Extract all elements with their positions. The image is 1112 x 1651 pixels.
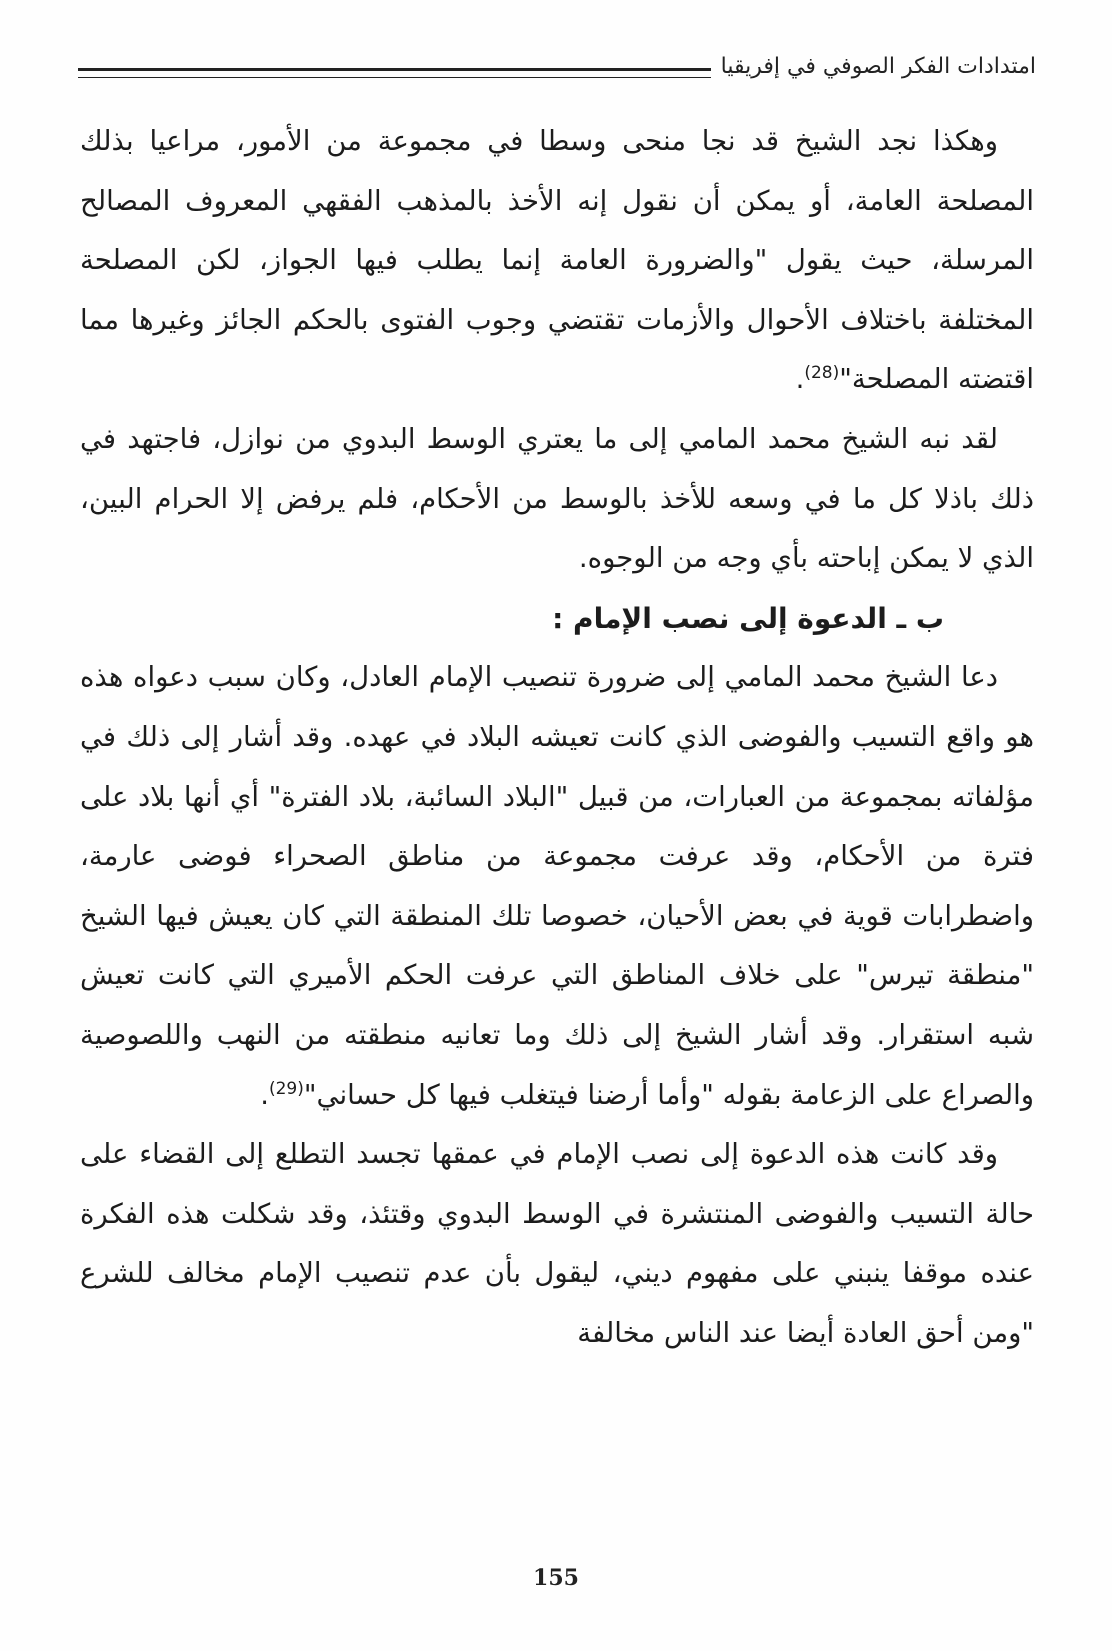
page-number: 155 <box>533 1565 579 1591</box>
paragraph-3-text: دعا الشيخ محمد المامي إلى ضرورة تنصيب الإمام العادل، وكان سبب دعواه هذه هو واقع التسيب والفوضى الذي كانت تعيشه البلاد في عهده. وقد أشار إلى ذلك في مؤلفاته بمجموعة من العبارات، من قبيل "البلاد السائبة، بلاد الفترة" أي أنها بلاد على فترة من الأحكام، وقد عرفت مجموعة من مناطق الصحراء فوضى عارمة، واضطرابات قوية في بعض الأحيان، خصوصا تلك المنطقة التي كان يعيش فيها الشيخ "منطقة تيرس" على خلاف المناطق التي عرفت الحكم الأميري التي كانت تعيش شبه استقرار. وقد أشار الشيخ إلى ذلك وما تعانيه منطقته من النهب واللصوصية والصراع على الزعامة بقوله "وأما أرضنا فيتغلب فيها كل حساني" <box>80 661 1034 1111</box>
paragraph-2: لقد نبه الشيخ محمد المامي إلى ما يعتري الوسط البدوي من نوازل، فاجتهد في ذلك باذلا كل ما في وسعه للأخذ بالوسط من الأحكام، فلم يرفض إلا الحرام البين، الذي لا يمكن إباحته بأي وجه من الوجوه. <box>80 422 1034 575</box>
header-rule <box>78 68 711 78</box>
paragraph-3-end: . <box>260 1078 269 1111</box>
running-header-title: امتدادات الفكر الصوفي في إفريقيا <box>720 53 1036 79</box>
page-body <box>80 112 1034 1363</box>
paragraph-1-text: وهكذا نجد الشيخ قد نجا منحى وسطا في مجموعة من الأمور، مراعيا بذلك المصلحة العامة، أو يمكن أن نقول إنه الأخذ بالمذهب الفقهي المعروف المصالح المرسلة، حيث يقول "والضرورة العامة إنما يطلب فيها الجواز، لكن المصلحة المختلفة باختلاف الأحوال والأزمات تقتضي وجوب الفتوى بالحكم الجائز وغيرها مما اقتضته المصلحة" <box>80 125 1034 396</box>
running-header <box>78 46 1036 86</box>
paragraph-1 <box>80 112 1034 410</box>
paragraph-3 <box>80 648 1034 1125</box>
footnote-ref-29: (29) <box>268 1078 304 1099</box>
section-heading: ب ـ الدعوة إلى نصب الإمام : <box>552 601 944 635</box>
paragraph-4: وقد كانت هذه الدعوة إلى نصب الإمام في عمقها تجسد التطلع إلى القضاء على حالة التسيب والفوضى المنتشرة في الوسط البدوي وقتئذ، وقد شكلت هذه الفكرة عنده موقفا ينبني على مفهوم ديني، ليقول بأن عدم تنصيب الإمام مخالف للشرع "ومن أحق العادة أيضا عند الناس مخالفة <box>80 1138 1034 1349</box>
footnote-ref-28: (28) <box>804 363 840 384</box>
paragraph-1-end: . <box>795 363 805 396</box>
